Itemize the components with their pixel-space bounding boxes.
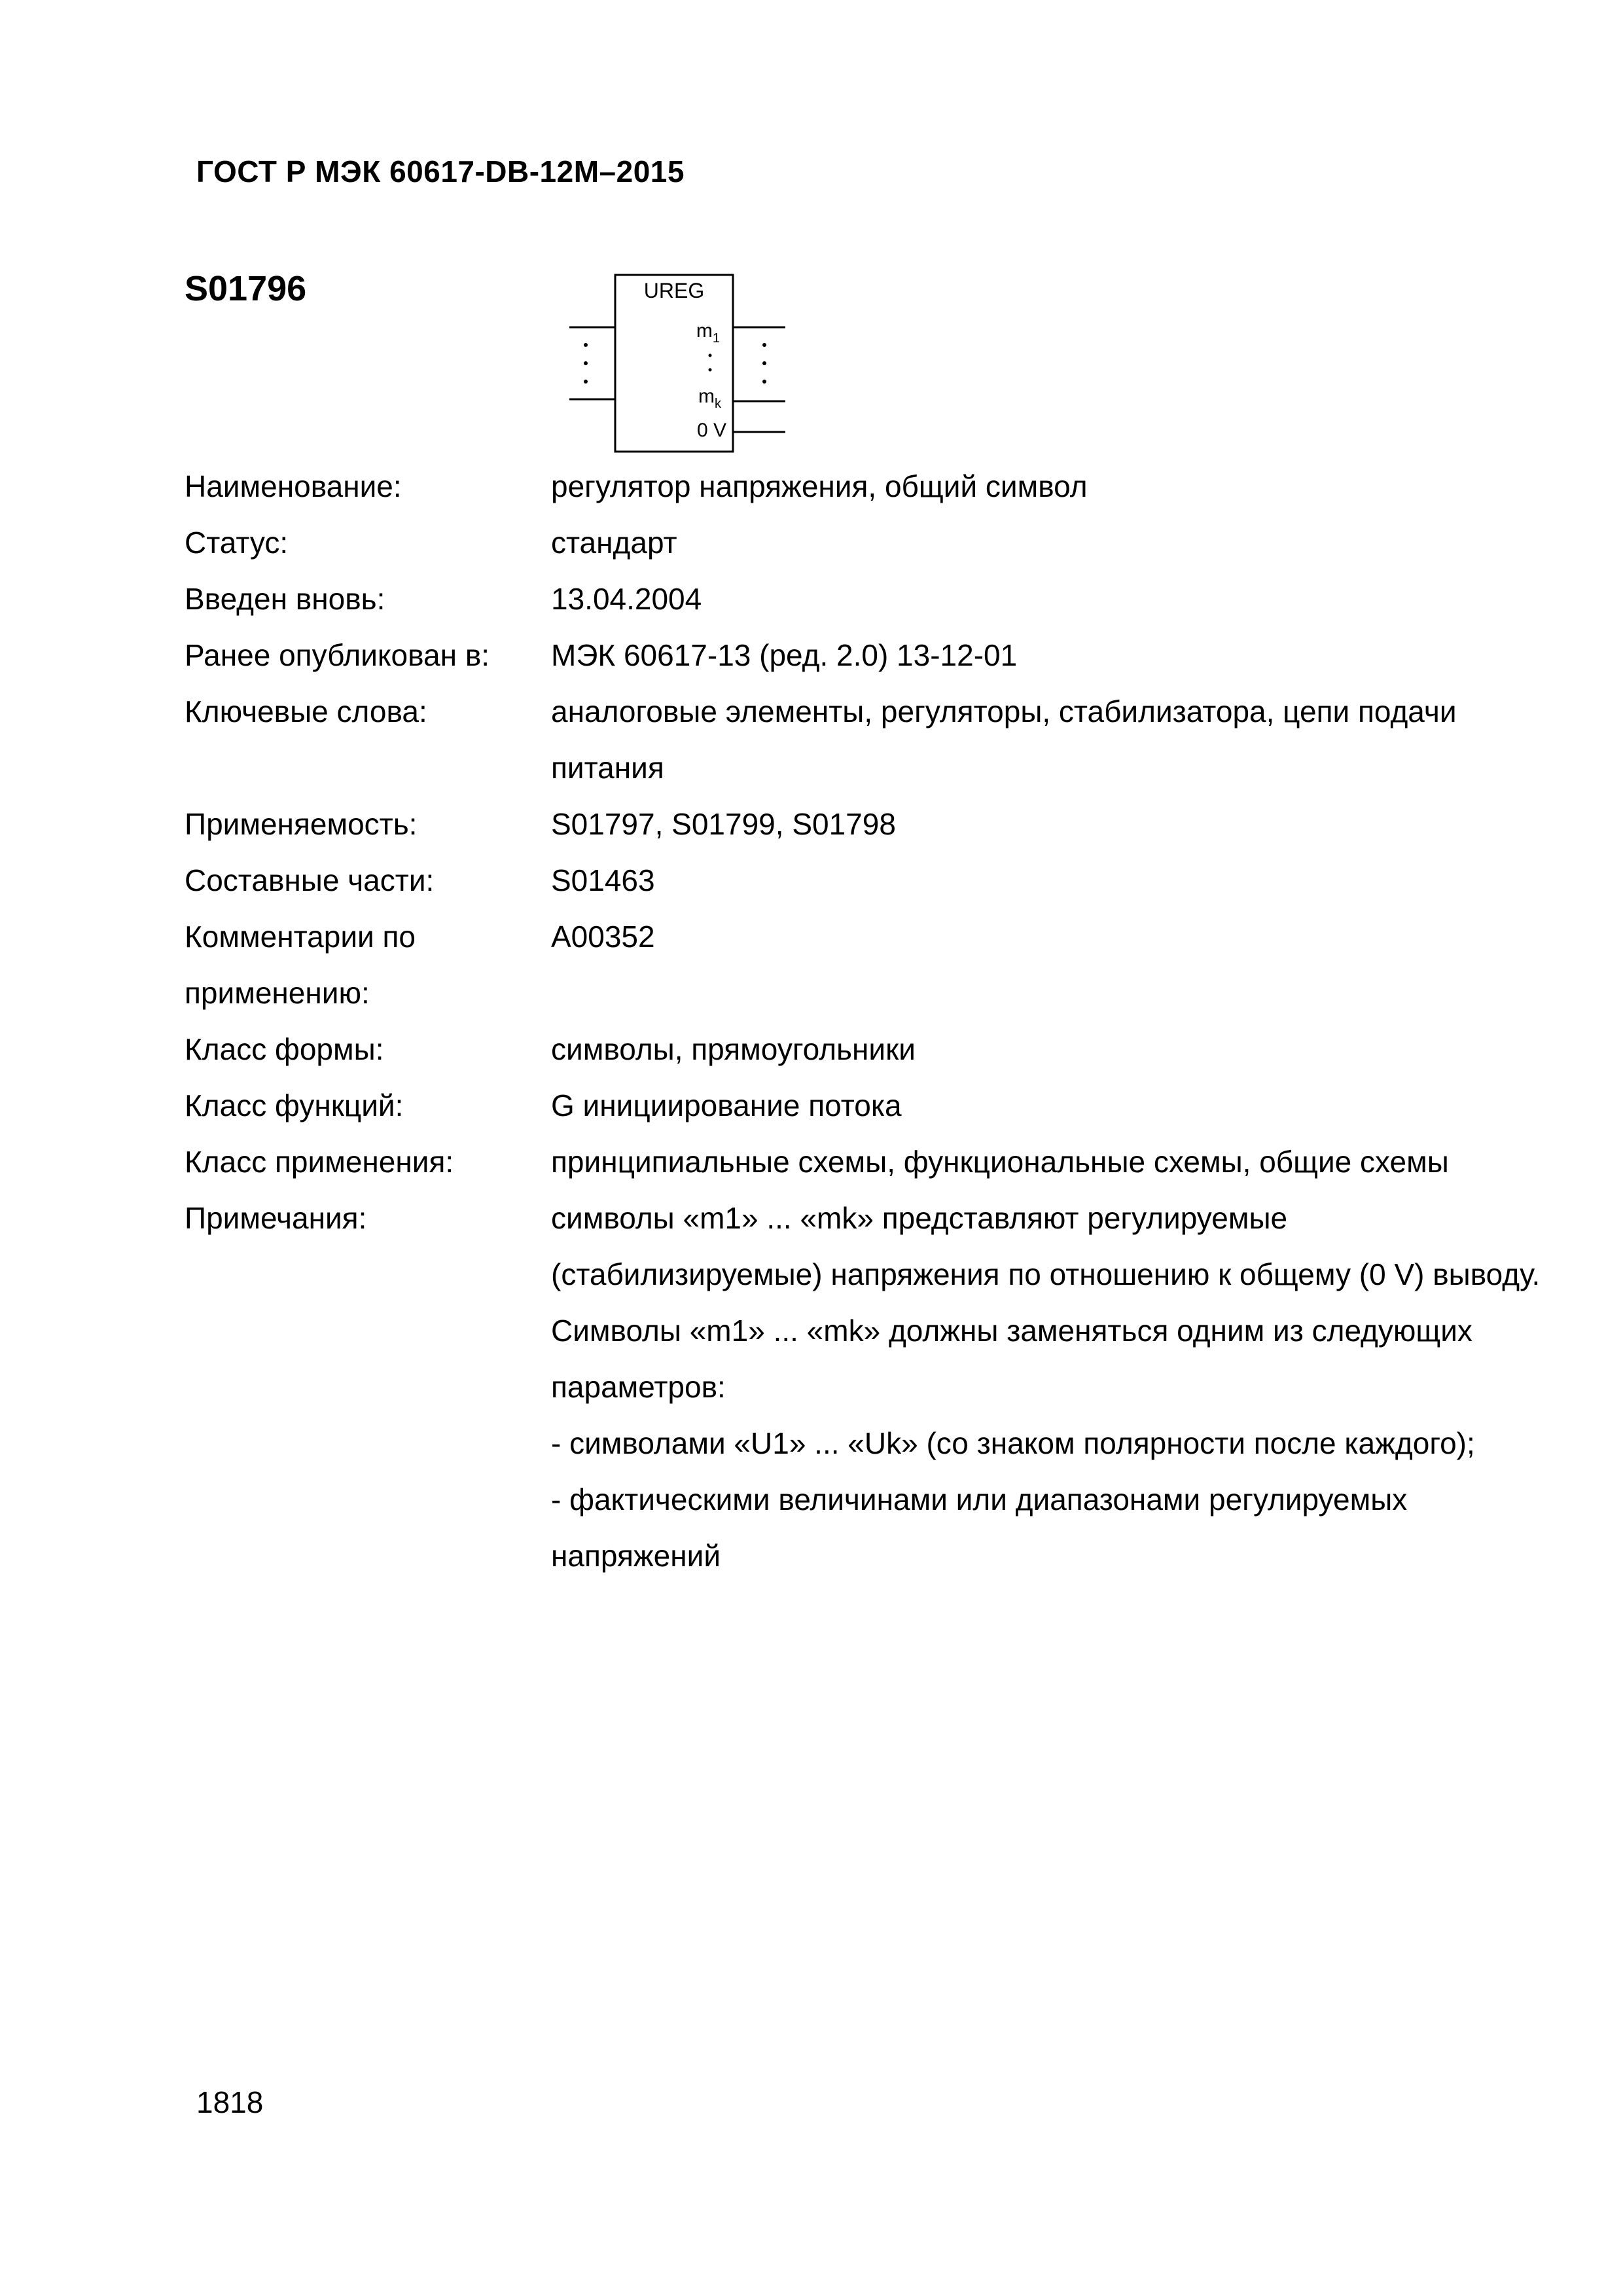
field-keywords-label: Ключевые слова:: [185, 694, 427, 728]
symbol-fields: [185, 458, 1546, 1584]
field-application-comments: [185, 908, 1546, 1021]
field-application-class-label: Класс применения:: [185, 1145, 454, 1179]
field-applicability: [185, 796, 1546, 852]
output-label-first: $m_1$: [696, 320, 720, 346]
field-notes-label: Примечания:: [185, 1201, 367, 1235]
symbol-code: S01796: [185, 269, 307, 308]
input-dot-2: [584, 361, 588, 365]
voltage-regulator-diagram: [569, 272, 792, 455]
ground-label: 0 V: [696, 420, 726, 441]
output-label-dot-1: [709, 354, 712, 357]
field-name-label: Наименование:: [185, 469, 402, 503]
field-shape-class-label: Класс формы:: [185, 1032, 384, 1066]
field-components-label: Составные части:: [185, 863, 435, 897]
field-previously-published: [185, 627, 1546, 683]
notes-paragraph: символы «m1» ... «mk» представляют регулируемые (стабилизируемые) напряжения по отношению к общему (0 V) выводу. Символы «m1» ... «mk» должны заменяться одним из следующих параметров:: [551, 1201, 1541, 1404]
field-notes-value: [551, 1190, 1546, 1584]
field-application-comments-value: A00352: [551, 920, 655, 954]
field-name-value: регулятор напряжения, общий символ: [551, 469, 1088, 503]
output-dot-1: [762, 343, 766, 347]
output-label-last: $m_k$: [698, 386, 721, 411]
field-introduced-value: 13.04.2004: [551, 582, 702, 616]
field-status: [185, 514, 1546, 571]
page-number: 1818: [196, 2085, 264, 2119]
field-introduced-label: Введен вновь:: [185, 582, 385, 616]
symbol-box-title: UREG: [643, 279, 705, 302]
field-components: [185, 852, 1546, 908]
field-application-class: [185, 1134, 1546, 1190]
field-status-value: стандарт: [551, 526, 677, 560]
field-function-class: [185, 1077, 1546, 1134]
field-application-class-value: принципиальные схемы, функциональные схемы, общие схемы: [551, 1145, 1449, 1179]
field-shape-class-value: символы, прямоугольники: [551, 1032, 916, 1066]
input-dot-3: [584, 380, 588, 384]
field-previously-published-value: МЭК 60617-13 (ред. 2.0) 13-12-01: [551, 638, 1018, 672]
field-keywords: [185, 683, 1546, 796]
notes-item-2: - фактическими величинами или диапазонами регулируемых напряжений: [551, 1482, 1408, 1573]
field-keywords-value: аналоговые элементы, регуляторы, стабилизатора, цепи подачи питания: [551, 694, 1457, 785]
voltage-regulator-symbol: [569, 272, 792, 455]
field-applicability-label: Применяемость:: [185, 807, 418, 841]
field-shape-class: [185, 1021, 1546, 1077]
field-name: [185, 458, 1546, 514]
field-function-class-label: Класс функций:: [185, 1088, 404, 1122]
field-function-class-value: G инициирование потока: [551, 1088, 902, 1122]
field-previously-published-label: Ранее опубликован в:: [185, 638, 490, 672]
input-dot-1: [584, 343, 588, 347]
document-header: ГОСТ Р МЭК 60617-DB-12M–2015: [196, 154, 685, 188]
output-label-dot-2: [709, 368, 712, 372]
field-components-value: S01463: [551, 863, 655, 897]
field-introduced: [185, 571, 1546, 627]
field-application-comments-label: Комментарии по применению:: [185, 920, 416, 1010]
output-dot-3: [762, 380, 766, 384]
field-status-label: Статус:: [185, 526, 289, 560]
output-dot-2: [762, 361, 766, 365]
field-notes: [185, 1190, 1546, 1584]
notes-item-1: - символами «U1» ... «Uk» (со знаком полярности после каждого);: [551, 1426, 1475, 1460]
field-applicability-value: S01797, S01799, S01798: [551, 807, 896, 841]
